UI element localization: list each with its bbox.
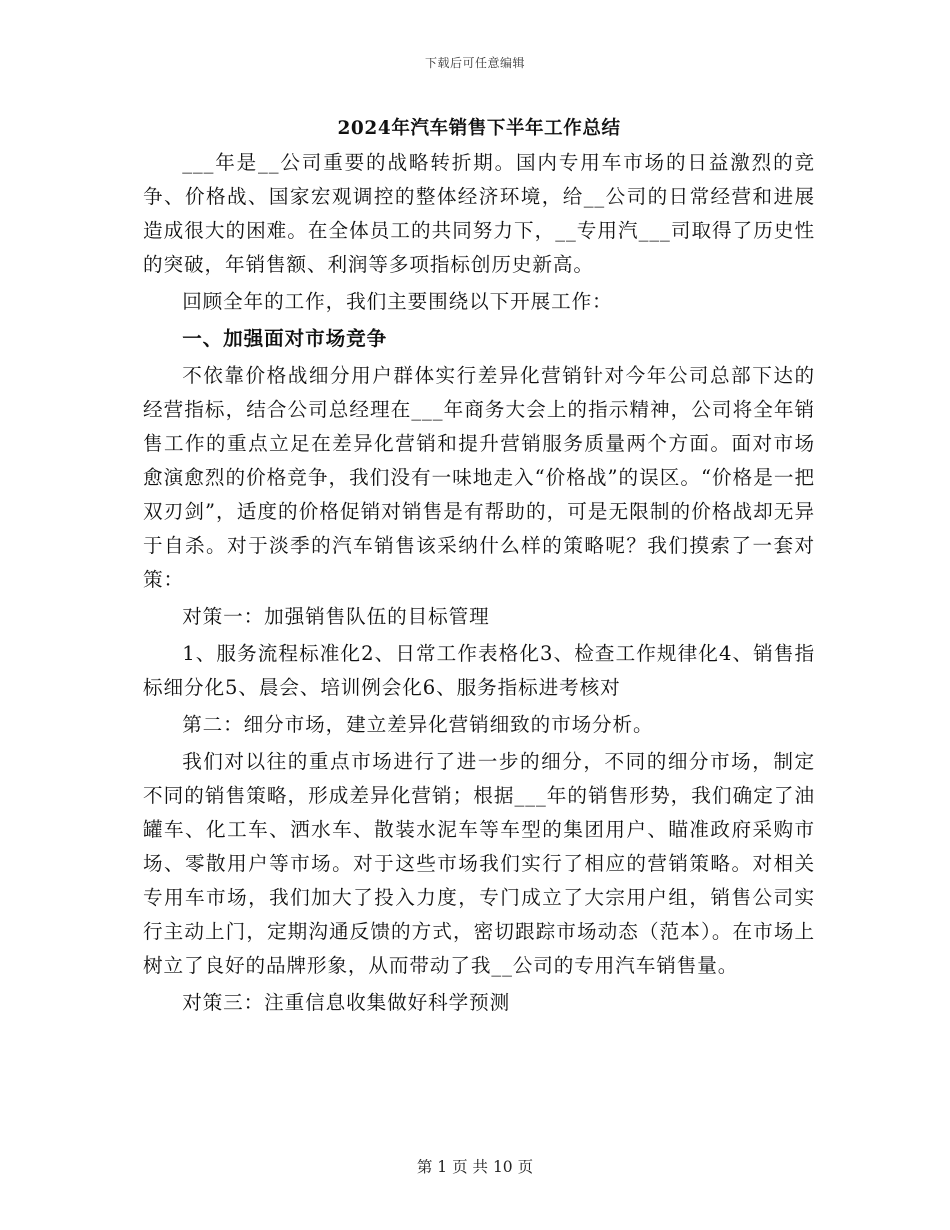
strategy-three-heading: 对策三：注重信息收集做好科学预测 (182, 991, 511, 1014)
strategy-one-items: 1、服务流程标准化2、日常工作表格化3、检查工作规律化4、销售指标细分化5、晨会、培训例会化6、服务指标进考核对 (143, 642, 815, 699)
header-note: 下载后可任意编辑 (424, 56, 525, 70)
strategy-two-heading: 第二：细分市场，建立差异化营销细致的市场分析。 (182, 713, 654, 736)
page-indicator: 第 1 页 共 10 页 (416, 1158, 534, 1176)
strategy-two-paragraph: 我们对以往的重点市场进行了进一步的细分，不同的细分市场，制定不同的销售策略，形成差异化营销；根据___年的销售形势，我们确定了油罐车、化工车、洒水车、散装水泥车等车型的集团用户、瞄准政府采购市场、零散用户等市场。对于这些市场我们实行了相应的营销策略。对相关专用车市场，我们加大了投入力度，专门成立了大宗用户组，销售公司实行主动上门，定期沟通反馈的方式，密切跟踪市场动态（范本）。在市场上树立了良好的品牌形象，从而带动了我__公司的专用汽车销售量。 (143, 750, 815, 977)
review-paragraph: 回顾全年的工作，我们主要围绕以下开展工作： (182, 290, 613, 313)
document-title: 2024年汽车销售下半年工作总结 (337, 118, 621, 139)
document-body (143, 112, 815, 1020)
section-body-paragraph: 不依靠价格战细分用户群体实行差异化营销针对今年公司总部下达的经营指标，结合公司总经理在___年商务大会上的指示精神，公司将全年销售工作的重点立足在差异化营销和提升营销服务质量两个方面。面对市场愈演愈烈的价格竞争，我们没有一味地走入“价格战”的误区。“价格是一把双刃剑”，适度的价格促销对销售是有帮助的，可是无限制的价格战却无异于自杀。对于淡季的汽车销售该采纳什么样的策略呢？我们摸索了一套对策： (143, 364, 815, 591)
strategy-one-heading: 对策一：加强销售队伍的目标管理 (182, 605, 490, 628)
intro-paragraph: ___年是__公司重要的战略转折期。国内专用车市场的日益激烈的竞争、价格战、国家宏观调控的整体经济环境，给__公司的日常经营和进展造成很大的困难。在全体员工的共同努力下，__专用汽___司取得了历史性的突破，年销售额、利润等多项指标创历史新高。 (143, 151, 815, 276)
section-heading: 一、加强面对市场竞争 (182, 327, 388, 350)
